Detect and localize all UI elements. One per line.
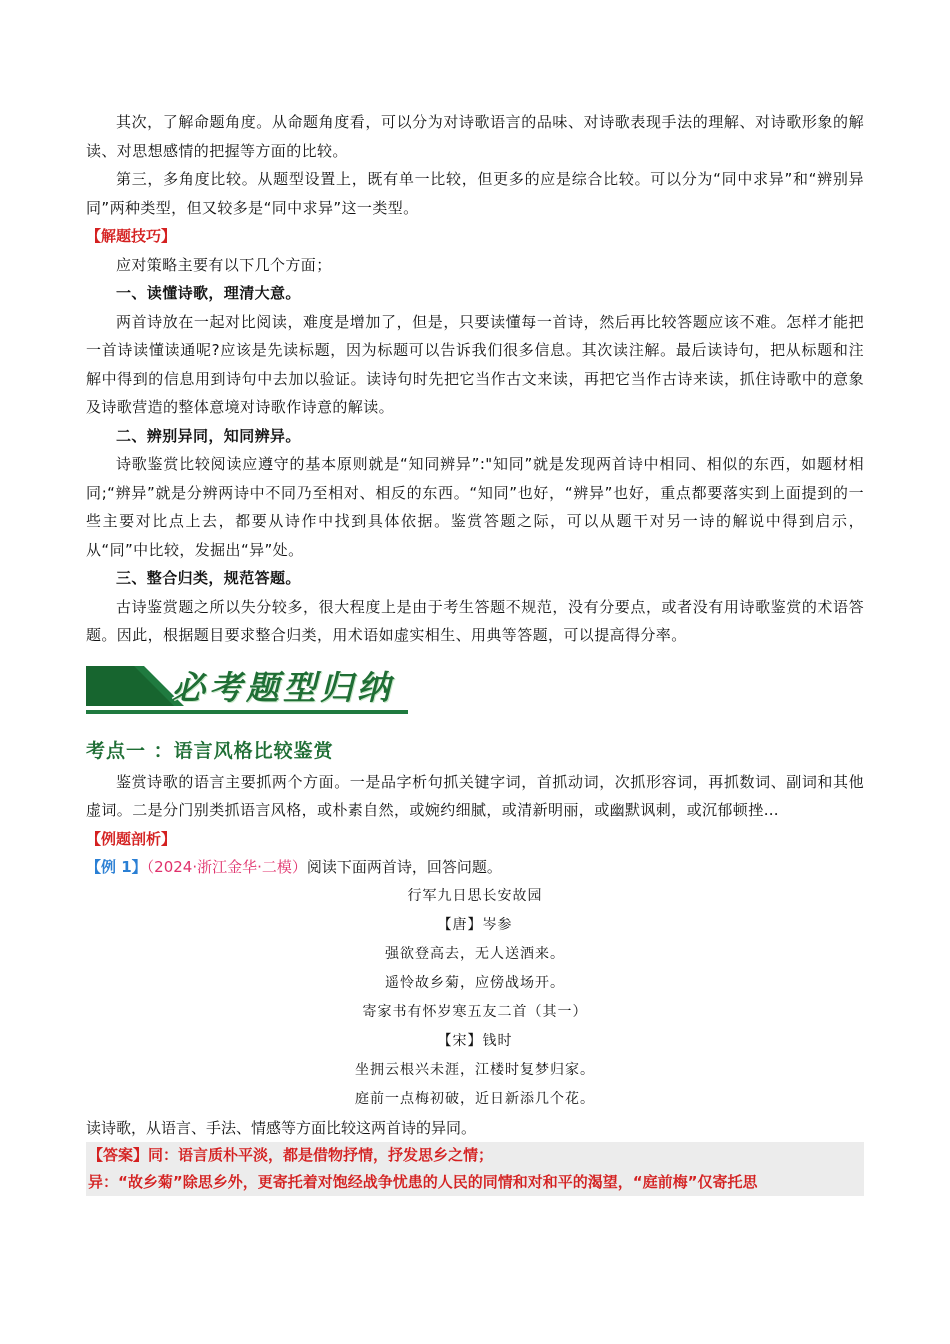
answer-line-1: 【答案】同：语言质朴平淡，都是借物抒情，抒发思乡之情； [88, 1146, 494, 1164]
section-body-2: 诗歌鉴赏比较阅读应遵守的基本原则就是“知同辨异”:"知同”就是发现两首诗中相同、相似的东西，如题材相同;“辨异”就是分辨两诗中不同乃至相对、相反的东西。“知同”也好，“辨异”也好，重点都要落实到上面提到的一些主要对比点上去，都要从诗作中找到具体依据。鉴赏答题之际，可以从题干对另一诗的解说中得到启示，从“同”中比较，发掘出“异”处。 [86, 455, 864, 559]
section-banner [86, 658, 864, 720]
section-heading-2: 二、辨别异同，知同辨异。 [116, 426, 301, 445]
tip-label: 【解题技巧】 [86, 227, 177, 245]
poem-line: 庭前一点梅初破，近日新添几个花。 [355, 1090, 595, 1107]
paragraph-multi-angle: 第三，多角度比较。从题型设置上，既有单一比较，但更多的应是综合比较。可以分为“同中求异”和“辨别异同”两种类型，但又较多是“同中求异”这一类型。 [86, 170, 864, 217]
poem-2 [86, 998, 864, 1114]
poem-line: 遥怜故乡菊，应傍战场开。 [385, 974, 565, 991]
example-prompt: 阅读下面两首诗，回答问题。 [306, 858, 502, 876]
kaodian-title: 考点一 ：语言风格比较鉴赏 [86, 739, 334, 762]
example-line [86, 853, 864, 882]
answer-block [86, 1142, 864, 1196]
section-heading-1: 一、读懂诗歌，理清大意。 [116, 284, 301, 302]
example-number: 【例 1】 [86, 858, 147, 876]
poem-line: 强欲登高去，无人送酒来。 [385, 945, 565, 962]
poem-title: 寄家书有怀岁寒五友二首（其一） [362, 1003, 588, 1020]
example-source: （2024·浙江金华·二模） [146, 858, 307, 876]
example-section-label: 【例题剖析】 [86, 829, 177, 848]
section-heading-3: 三、整合归类，规范答题。 [116, 569, 301, 587]
poem-author: 【唐】岑参 [437, 916, 513, 933]
banner-title: 必考题型归纳 [172, 667, 394, 707]
section-body-1: 两首诗放在一起对比阅读，难度是增加了，但是，只要读懂每一首诗，然后再比较答题应该不难。怎样才能把一首诗读懂读通呢?应该是先读标题，因为标题可以告诉我们很多信息。其次读注解。最后读诗句，把从标题和注解中得到的信息用到诗句中去加以验证。读诗句时先把它当作古文来读，再把它当作古诗来读，抓住诗歌中的意象及诗歌营造的整体意境对诗歌作诗意的解读。 [86, 312, 864, 416]
section-body-3: 古诗鉴赏题之所以失分较多，很大程度上是由于考生答题不规范，没有分要点，或者没有用诗歌鉴赏的术语答题。因此，根据题目要求整合归类，用术语如虚实相生、用典等答题，可以提高得分率。 [86, 597, 864, 644]
paragraph-exam-angle: 其次，了解命题角度。从命题角度看，可以分为对诗歌语言的品味、对诗歌表现手法的理解、对诗歌形象的解读、对思想感情的把握等方面的比较。 [86, 113, 864, 160]
strategy-intro: 应对策略主要有以下几个方面； [116, 255, 332, 274]
document-page [86, 108, 864, 1196]
banner-underline [86, 710, 408, 714]
poem-title: 行军九日思长安故园 [407, 887, 543, 904]
answer-line-2: 异：“故乡菊”除思乡外，更寄托着对饱经战争忧患的人民的同情和对和平的渴望，“庭前梅”仅寄托思 [88, 1173, 758, 1191]
poem-author: 【宋】钱时 [437, 1032, 513, 1049]
question-text: 读诗歌，从语言、手法、情感等方面比较这两首诗的异同。 [86, 1118, 477, 1137]
poem-1 [86, 882, 864, 998]
poem-line: 坐拥云根兴未涯，江楼时复梦归家。 [355, 1061, 595, 1078]
kaodian-body: 鉴赏诗歌的语言主要抓两个方面。一是品字析句抓关键字词，首抓动词，次抓形容词，再抓数词、副词和其他虚词。二是分门别类抓语言风格，或朴素自然，或婉约细腻，或清新明丽，或幽默讽刺，或沉郁顿挫… [86, 772, 864, 819]
